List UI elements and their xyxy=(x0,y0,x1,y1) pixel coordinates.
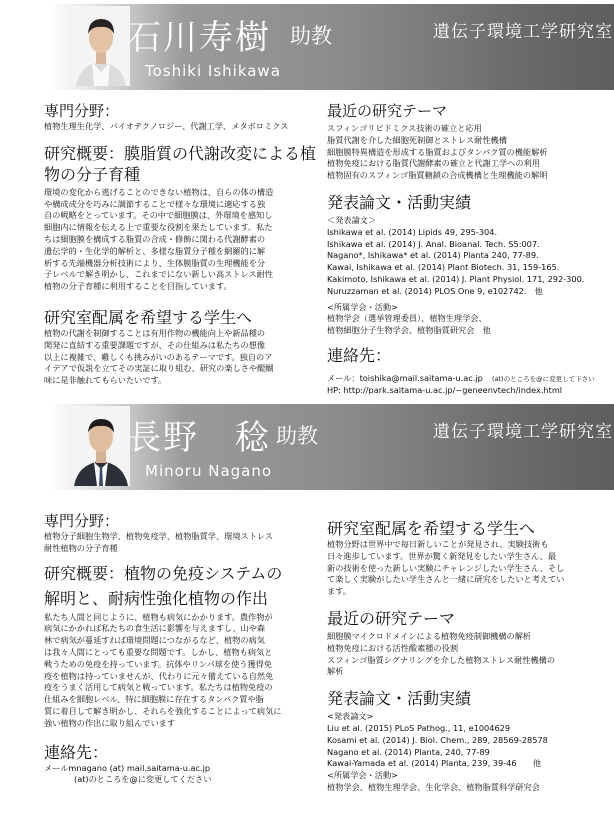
text-line: 析する先端機器分析技術により、生体膜脂質の生理機能を分 xyxy=(44,257,266,268)
text-line: 細胞膜マイクロドメインによる植物免疫制御機構の解析 xyxy=(327,630,532,641)
person-name: 長野 稔 xyxy=(127,418,271,458)
overview-text xyxy=(44,612,320,730)
text-line: ます。 xyxy=(327,586,351,597)
society-subheading: <所属学会・活動> xyxy=(327,770,399,781)
publication: Nagano et al. (2014) Planta, 240, 77-89 xyxy=(327,746,490,757)
recent-heading: 最近の研究テーマ xyxy=(327,608,456,628)
text-line: 細胞内に情報を伝える上で重要な役割を果たしています。私た xyxy=(44,222,273,233)
text-line: 環境の変化から逃げることのできない植物は、自らの体の構造 xyxy=(44,186,274,197)
text-line: 植物の分子育種に利用することを目指しています。 xyxy=(44,281,232,292)
text-line: や構成成分を巧みに調節することで様々な環境に適応する独 xyxy=(44,198,266,209)
text-line: 疫を植物は持っていませんが、代わりに元々備えている自然免 xyxy=(44,670,274,681)
text-line: 強い植物の作出に取り組んでいます xyxy=(44,717,176,728)
text-line: 植物分子細胞生物学、植物免疫学、植物脂質学、環境ストレス xyxy=(44,531,274,541)
publication: Liu et al. (2015) PLoS Pathog., 11, e1004629 xyxy=(327,722,511,733)
specialty-text: 植物生理生化学、バイオテクノロジー、代謝工学、メタボロミクス xyxy=(44,121,289,131)
text-line: 植物学会（選挙管理委員）、植物生理学会、 xyxy=(327,313,487,324)
publication: Nagano*, Ishikawa* et al. (2014) Planta 240, 77-89. xyxy=(327,250,539,261)
text-line: 自の戦略をとっています。その中で細胞膜は、外環境を感知し xyxy=(44,210,273,221)
contact-heading: 連絡先： xyxy=(327,345,392,365)
person-roman-name: Toshiki Ishikawa xyxy=(145,62,281,80)
person1-left-column xyxy=(44,102,320,387)
email-address[interactable]: メールmnagano (at) mail.saitama-u.ac.jp xyxy=(44,762,211,773)
text-line: 遺伝学的・生化学的解析と、多様な脂質分子種を網羅的に解 xyxy=(44,245,266,256)
recent-text xyxy=(327,631,609,678)
pubs-heading: 発表論文・活動実績 xyxy=(327,689,472,709)
recent-heading: 最近の研究テーマ xyxy=(327,102,448,120)
lab-name: 遺伝子環境工学研究室 xyxy=(433,22,613,42)
person-roman-name: Minoru Nagano xyxy=(145,462,273,480)
person-role: 助教 xyxy=(290,24,332,48)
contact-heading: 連絡先： xyxy=(44,742,109,762)
recent-text xyxy=(327,123,609,182)
text-line: 植物固有のスフィンゴ脂質糖鎖の合成機構と生理機能の解明 xyxy=(327,170,548,181)
text-line: て楽しく実験がしたい学生さんと一緒に研究をしたいと考えてい xyxy=(327,574,565,585)
publication: Nuruzzaman et al. (2014) PLOS One 9, e102742. 他 xyxy=(327,285,543,296)
wish-heading: 研究室配属を希望する学生へ xyxy=(44,307,253,327)
lab-name: 遺伝子環境工学研究室 xyxy=(433,422,613,442)
text-line: 日々進歩しています。世界が驚く新発見をしたい学生さん、最 xyxy=(327,550,557,561)
society-subheading: <所属学会・活動> xyxy=(327,301,399,312)
specialty-heading: 専門分野： xyxy=(44,512,120,530)
text-line: 病気にかかれば私たちの食生活に影響を与えますし、山や森 xyxy=(44,623,266,634)
text-line: 疫をうまく活用して病気と戦っています。私たちは植物免疫の xyxy=(44,682,273,693)
publication: Kosami et al. (2014) J. Biol. Chem., 289, 28569-28578 xyxy=(327,734,548,745)
text-line: 開発に直結する重要課題ですが、その仕組みは私たちの想像 xyxy=(44,339,266,350)
publication: Kawai, Ishikawa et al. (2014) Plant Biotech. 31, 159-165. xyxy=(327,262,560,273)
publication: Ishikawa et al. (2014) J. Anal. Bioanal. Tech. S5:007. xyxy=(327,238,540,249)
pubs-subheading: <発表論文> xyxy=(327,711,374,722)
text-line: スフィンゴ脂質シグナリングを介した植物ストレス耐性機構の xyxy=(327,654,556,665)
text-line: ちは細胞膜を構成する脂質の合成・修飾に関わる代謝酵素の xyxy=(44,233,266,244)
text-line: 細胞膜特異構造を形成する脂質およびタンパク質の機能解析 xyxy=(327,146,548,157)
wish-heading: 研究室配属を希望する学生へ xyxy=(327,519,536,538)
overview-text xyxy=(44,187,320,293)
person1-right-column xyxy=(327,102,609,397)
text-line: 植物の代謝を制御することは有用作物の機能向上や新品種の xyxy=(44,327,266,338)
pubs-subheading: ＜発表論文＞ xyxy=(327,214,377,225)
text-line: イデアで仮説を立てその実証に取り組む、研究の楽しさや醍醐 xyxy=(44,363,274,374)
text-line: 私たち人間と同じように、植物も病気にかかります。農作物が xyxy=(44,611,273,622)
publication: Ishikawa et al. (2014) Lipids 49, 295-304. xyxy=(327,226,498,237)
text-line: 味に是非触れてもらいたいです。 xyxy=(44,375,167,386)
publication: Kakimoto, Ishikawa et al. (2014) J. Plant Physiol. 171, 292-300. xyxy=(327,273,585,284)
portrait-photo xyxy=(72,6,130,86)
text-line: 仕組みを細胞レベル、特に細胞膜に存在するタンパク質や脂 xyxy=(44,694,264,705)
text-line: 解析 xyxy=(327,666,344,677)
text-line: 脂質代謝を介した細胞死制御とストレス耐性機構 xyxy=(327,134,507,145)
person2-left-column xyxy=(44,512,320,786)
text-line: 植物免疫における活性酸素種の役割 xyxy=(327,642,459,653)
wish-text xyxy=(44,328,320,387)
email-note: (at)のところを@に変更して下さい xyxy=(491,374,595,383)
text-line: 子レベルで解き明かし、これまでにない新しい高ストレス耐性 xyxy=(44,269,274,280)
overview-heading: 解明と、耐病性強化植物の作出 xyxy=(44,588,269,608)
email-note: (at)のところを@に変更してください xyxy=(74,774,212,785)
text-line: は我々人間にとっても重要な問題です。しかし、植物も病気と xyxy=(44,646,273,657)
email-address[interactable]: メール：toishika@mail.saitama-u.ac.jp xyxy=(327,372,483,383)
pubs-heading: 発表論文・活動実績 xyxy=(327,192,472,212)
text-line: 植物細胞分子生物学会、植物脂質研究会 他 xyxy=(327,325,491,336)
overview-heading: 研究概要：植物の免疫システムの xyxy=(44,563,283,583)
text-line: 植物学会、植物生理学会、生化学会、植物脂質科学研究会 xyxy=(327,781,540,792)
wish-text xyxy=(327,539,609,598)
text-line: 質に着目して解き明かし、それらを強化することによって病気に xyxy=(44,705,282,716)
banner-person2 xyxy=(0,404,614,490)
text-line: 植物分野は世界中で毎日新しいことが発見され、実験技術も xyxy=(327,539,549,549)
banner-person1 xyxy=(0,4,614,90)
overview-heading: 研究概要：膜脂質の代謝改変による植物の分子育種 xyxy=(44,143,317,184)
text-line: 新の技術を使った新しい実験にチャレンジしたい学生さん、そし xyxy=(327,562,565,573)
text-line: 植物免疫における脂質代謝酵素の確立と代謝工学への利用 xyxy=(327,158,540,169)
text-line: 以上に複雑で、難しくも挑みがいのあるテーマです。独自のア xyxy=(44,351,273,362)
person2-right-column xyxy=(327,518,609,794)
publication: Kawai-Yamada et al. (2014) Planta, 239, 39-46 他 xyxy=(327,758,542,769)
person-role: 助教 xyxy=(276,424,318,448)
text-line: 戦うための免疫を持っています。抗体やリンパ球を使う獲得免 xyxy=(44,658,273,669)
homepage-link[interactable]: HP: http://park.saitama-u.ac.jp/~geneenvtech/index.html xyxy=(327,384,563,395)
text-line: 林で病気が蔓延すれば環境問題につながるなど、植物の病気 xyxy=(44,635,265,646)
text-line: 耐性植物の分子育種 xyxy=(44,542,118,553)
text-line: スフィンゴリピドミクス技術の確立と応用 xyxy=(327,123,482,133)
portrait-photo xyxy=(72,406,130,486)
person-name: 石川寿樹 xyxy=(127,18,271,58)
specialty-heading: 専門分野： xyxy=(44,102,120,120)
